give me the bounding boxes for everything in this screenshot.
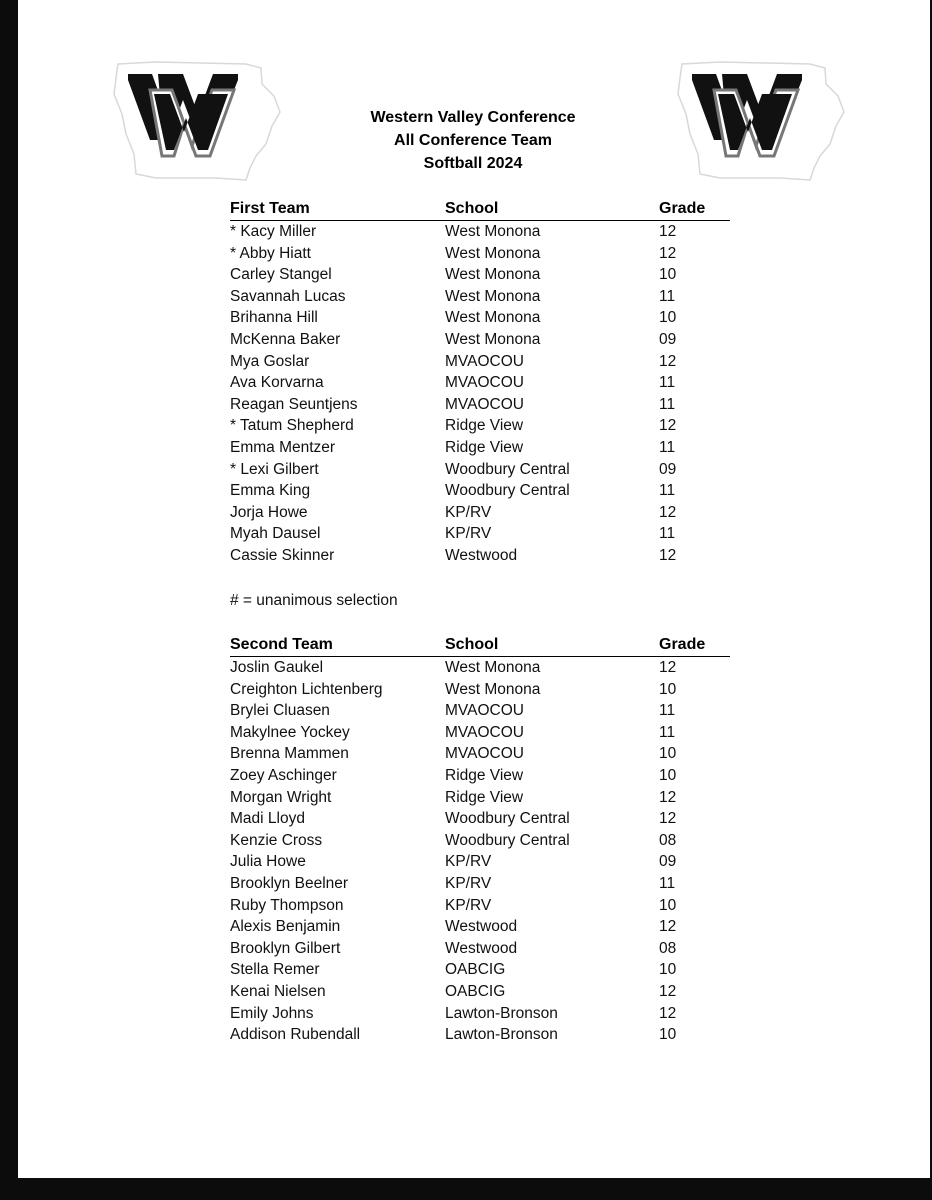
player-school: West Monona xyxy=(445,659,541,676)
player-name: Myah Dausel xyxy=(230,525,321,543)
second-team-roster xyxy=(230,634,730,1046)
table-row xyxy=(230,830,730,852)
player-grade: 12 xyxy=(659,810,677,828)
player-grade: 09 xyxy=(659,853,677,871)
player-school: Westwood xyxy=(445,918,518,936)
player-grade: 12 xyxy=(659,546,677,564)
player-grade: 08 xyxy=(659,831,677,849)
player-school: Lawton-Bronson xyxy=(445,1026,558,1044)
conference-title: Western Valley Conference xyxy=(370,109,576,126)
unanimous-note: # = unanimous selection xyxy=(230,592,398,609)
first-team-roster xyxy=(230,198,730,567)
player-school: KP/RV xyxy=(445,525,492,543)
table-row xyxy=(230,437,730,459)
player-grade: 10 xyxy=(659,266,677,284)
player-school: MVAOCOU xyxy=(445,352,524,370)
player-school: MVAOCOU xyxy=(445,395,524,413)
player-name: Carley Stangel xyxy=(230,266,332,284)
table-row xyxy=(230,502,730,524)
player-grade: 11 xyxy=(659,723,676,741)
table-row xyxy=(230,679,730,701)
player-name: Julia Howe xyxy=(230,853,306,871)
player-school: Woodbury Central xyxy=(445,831,570,849)
player-grade: 11 xyxy=(659,482,676,500)
player-name: Emma Mentzer xyxy=(230,438,336,456)
player-name: Brooklyn Beelner xyxy=(230,874,349,892)
player-school: MVAOCOU xyxy=(445,702,524,720)
player-school: MVAOCOU xyxy=(445,745,524,763)
first-team-grade-header: Grade xyxy=(659,200,706,217)
player-name: Savannah Lucas xyxy=(230,287,346,305)
player-grade: 12 xyxy=(659,788,677,806)
table-row xyxy=(230,415,730,437)
table-row xyxy=(230,221,730,243)
second-team-header-row xyxy=(230,634,730,657)
player-school: West Monona xyxy=(445,680,541,698)
player-grade: 10 xyxy=(659,896,677,914)
player-name: Emily Johns xyxy=(230,1004,314,1022)
player-grade: 11 xyxy=(659,525,676,543)
table-row xyxy=(230,523,730,545)
player-school: Ridge View xyxy=(445,417,524,435)
player-grade: 09 xyxy=(659,330,677,348)
first-team-name-header: First Team xyxy=(230,200,310,217)
player-grade: 12 xyxy=(659,503,677,521)
player-grade: 10 xyxy=(659,309,677,327)
table-row xyxy=(230,480,730,502)
player-name: Addison Rubendall xyxy=(230,1026,361,1044)
player-school: Westwood xyxy=(445,546,518,564)
player-grade: 12 xyxy=(659,982,677,1000)
table-row xyxy=(230,873,730,895)
table-row xyxy=(230,700,730,722)
player-grade: 09 xyxy=(659,460,677,478)
player-grade: 11 xyxy=(659,374,676,392)
player-name: Jorja Howe xyxy=(230,503,308,521)
player-name: * Lexi Gilbert xyxy=(230,460,319,478)
player-school: Woodbury Central xyxy=(445,810,570,828)
player-name: Brooklyn Gilbert xyxy=(230,939,341,957)
table-row xyxy=(230,329,730,351)
player-name: Mya Goslar xyxy=(230,352,310,370)
table-row xyxy=(230,787,730,809)
player-grade: 10 xyxy=(659,1026,677,1044)
player-grade: 12 xyxy=(659,223,677,240)
player-name: Makylnee Yockey xyxy=(230,723,350,741)
player-grade: 11 xyxy=(659,395,676,413)
document-page xyxy=(18,0,930,1178)
second-team-school-header: School xyxy=(445,636,499,653)
table-row xyxy=(230,372,730,394)
player-school: KP/RV xyxy=(445,896,492,914)
first-team-header-row xyxy=(230,198,730,221)
table-row xyxy=(230,1003,730,1025)
player-name: Madi Lloyd xyxy=(230,810,305,828)
player-name: * Tatum Shepherd xyxy=(230,417,354,435)
player-name: * Kacy Miller xyxy=(230,223,317,240)
player-school: MVAOCOU xyxy=(445,374,524,392)
player-name: Alexis Benjamin xyxy=(230,918,341,936)
table-row xyxy=(230,981,730,1003)
player-name: McKenna Baker xyxy=(230,330,341,348)
player-school: OABCIG xyxy=(445,961,506,979)
player-name: Brylei Cluasen xyxy=(230,702,330,720)
table-row xyxy=(230,243,730,265)
table-row xyxy=(230,286,730,308)
wv-conference-logo-right xyxy=(660,34,850,184)
table-row xyxy=(230,307,730,329)
table-row xyxy=(230,657,730,679)
first-team-rows xyxy=(230,221,730,567)
player-name: Morgan Wright xyxy=(230,788,332,806)
player-grade: 12 xyxy=(659,244,677,262)
table-row xyxy=(230,1024,730,1046)
player-school: Ridge View xyxy=(445,438,524,456)
player-grade: 10 xyxy=(659,680,677,698)
player-name: Kenzie Cross xyxy=(230,831,323,849)
player-school: OABCIG xyxy=(445,982,506,1000)
player-school: KP/RV xyxy=(445,853,492,871)
second-team-name-header: Second Team xyxy=(230,636,333,653)
player-school: KP/RV xyxy=(445,503,492,521)
table-row xyxy=(230,394,730,416)
player-grade: 12 xyxy=(659,918,677,936)
player-school: West Monona xyxy=(445,309,541,327)
team-title: All Conference Team xyxy=(394,132,552,149)
player-school: Woodbury Central xyxy=(445,460,570,478)
player-school: Lawton-Bronson xyxy=(445,1004,558,1022)
table-row xyxy=(230,351,730,373)
season-title: Softball 2024 xyxy=(423,155,523,172)
player-school: KP/RV xyxy=(445,874,492,892)
player-name: * Abby Hiatt xyxy=(230,244,311,262)
player-name: Cassie Skinner xyxy=(230,546,335,564)
player-grade: 08 xyxy=(659,939,677,957)
player-grade: 11 xyxy=(659,702,676,720)
player-grade: 10 xyxy=(659,961,677,979)
table-row xyxy=(230,459,730,481)
player-school: Ridge View xyxy=(445,788,524,806)
player-name: Kenai Nielsen xyxy=(230,982,326,1000)
player-name: Ruby Thompson xyxy=(230,896,344,914)
player-name: Ava Korvarna xyxy=(230,374,324,392)
player-grade: 10 xyxy=(659,745,677,763)
player-name: Emma King xyxy=(230,482,311,500)
player-name: Brihanna Hill xyxy=(230,309,318,327)
player-name: Joslin Gaukel xyxy=(230,659,324,676)
table-row xyxy=(230,722,730,744)
table-row xyxy=(230,851,730,873)
player-grade: 11 xyxy=(659,287,676,305)
player-school: Westwood xyxy=(445,939,518,957)
table-row xyxy=(230,264,730,286)
player-grade: 12 xyxy=(659,352,677,370)
table-row xyxy=(230,959,730,981)
player-school: West Monona xyxy=(445,266,541,284)
player-school: Woodbury Central xyxy=(445,482,570,500)
player-name: Zoey Aschinger xyxy=(230,766,337,784)
player-grade: 11 xyxy=(659,874,676,892)
document-header xyxy=(268,106,678,175)
table-row xyxy=(230,808,730,830)
player-name: Stella Remer xyxy=(230,961,320,979)
second-team-rows xyxy=(230,657,730,1046)
player-name: Reagan Seuntjens xyxy=(230,395,358,413)
player-school: West Monona xyxy=(445,330,541,348)
wv-conference-logo-left xyxy=(96,34,286,184)
player-grade: 12 xyxy=(659,417,677,435)
player-name: Creighton Lichtenberg xyxy=(230,680,383,698)
player-school: MVAOCOU xyxy=(445,723,524,741)
player-school: West Monona xyxy=(445,287,541,305)
player-grade: 12 xyxy=(659,659,677,676)
player-school: West Monona xyxy=(445,223,541,240)
table-row xyxy=(230,743,730,765)
table-row xyxy=(230,545,730,567)
second-team-grade-header: Grade xyxy=(659,636,706,653)
player-school: West Monona xyxy=(445,244,541,262)
table-row xyxy=(230,765,730,787)
player-grade: 12 xyxy=(659,1004,677,1022)
table-row xyxy=(230,895,730,917)
player-name: Brenna Mammen xyxy=(230,745,349,763)
first-team-school-header: School xyxy=(445,200,499,217)
player-grade: 10 xyxy=(659,766,677,784)
table-row xyxy=(230,938,730,960)
table-row xyxy=(230,916,730,938)
player-grade: 11 xyxy=(659,438,676,456)
player-school: Ridge View xyxy=(445,766,524,784)
